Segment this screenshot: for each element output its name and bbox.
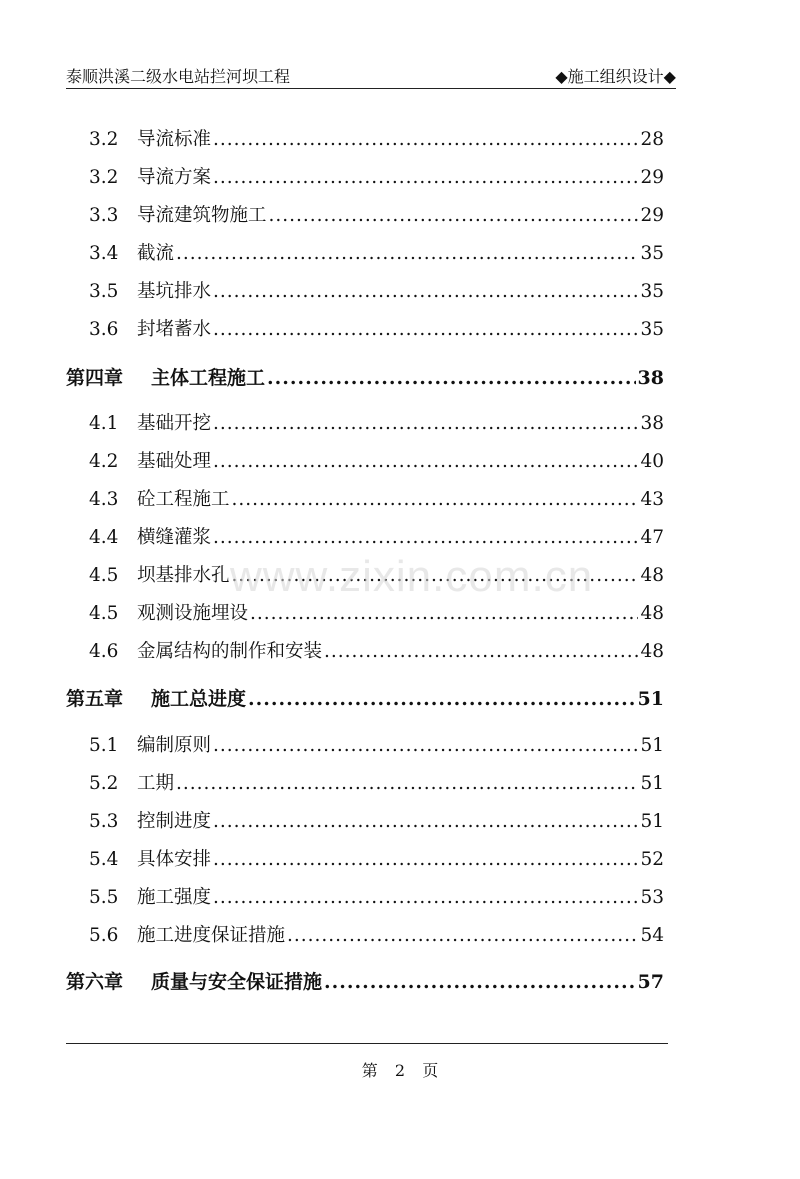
toc-entry-number: 4.2 — [89, 451, 119, 472]
dot-leader — [213, 527, 638, 548]
toc-entry[interactable] — [89, 599, 664, 625]
page-header — [66, 60, 676, 89]
toc-entry-number: 5.1 — [89, 735, 119, 756]
toc-entry-number: 4.1 — [89, 413, 119, 434]
toc-entry[interactable] — [89, 409, 664, 435]
dot-leader — [248, 688, 636, 710]
toc-entry-page: 40 — [640, 451, 664, 472]
toc-entry[interactable] — [89, 807, 664, 833]
toc-entry-title: 金属结构的制作和安装 — [137, 641, 323, 662]
toc-entry-page: 35 — [640, 319, 664, 340]
toc-entry-number: 3.2 — [89, 167, 119, 188]
toc-entry-page: 38 — [640, 413, 664, 434]
toc-entry-number: 3.4 — [89, 243, 119, 264]
toc-entry-title: 导流方案 — [137, 167, 212, 188]
toc-entry-number: 5.5 — [89, 887, 119, 908]
dot-leader — [213, 413, 638, 434]
dot-leader — [269, 205, 639, 226]
toc-entry-page: 51 — [640, 773, 664, 794]
toc-entry-page: 54 — [640, 925, 664, 946]
toc-entry[interactable] — [89, 769, 664, 795]
footer-page-number: 2 — [394, 1061, 406, 1080]
toc-entry-page: 47 — [640, 527, 664, 548]
toc-entry[interactable] — [89, 277, 664, 303]
toc-entry-number: 5.4 — [89, 849, 119, 870]
dot-leader — [250, 603, 638, 624]
toc-chapter-title: 质量与安全保证措施 — [151, 971, 323, 993]
toc-entry[interactable] — [89, 485, 664, 511]
toc-entry-number: 4.4 — [89, 527, 119, 548]
toc-entry-title: 施工进度保证措施 — [137, 925, 286, 946]
toc-entry-number: 5.6 — [89, 925, 119, 946]
dot-leader — [213, 849, 638, 870]
toc-entry-number: 4.5 — [89, 565, 119, 586]
header-project-title: 泰顺洪溪二级水电站拦河坝工程 — [66, 67, 291, 86]
toc-entry-title: 截流 — [137, 243, 175, 264]
toc-entry-page: 35 — [640, 243, 664, 264]
toc-entry[interactable] — [89, 315, 664, 341]
dot-leader — [287, 925, 638, 946]
toc-entry-title: 控制进度 — [137, 811, 212, 832]
toc-entry-title: 砼工程施工 — [137, 489, 230, 510]
toc-entry[interactable] — [89, 201, 664, 227]
toc-entry-title: 导流建筑物施工 — [137, 205, 267, 226]
toc-chapter-page: 57 — [637, 971, 664, 993]
footer-divider — [66, 1043, 668, 1044]
toc-entry-title: 基础开挖 — [137, 413, 212, 434]
toc-entry-number: 4.6 — [89, 641, 119, 662]
toc-entry[interactable] — [89, 845, 664, 871]
toc-entry-page: 35 — [640, 281, 664, 302]
toc-entry-title: 观测设施埋设 — [137, 603, 249, 624]
dot-leader — [213, 281, 638, 302]
toc-chapter[interactable] — [66, 684, 664, 711]
toc-chapter-number: 第六章 — [66, 971, 124, 993]
toc-entry-title: 横缝灌浆 — [137, 527, 212, 548]
toc-chapter-title: 主体工程施工 — [151, 367, 266, 389]
dot-leader — [232, 489, 639, 510]
toc-entry-number: 5.3 — [89, 811, 119, 832]
toc-entry-number: 3.3 — [89, 205, 119, 226]
toc-entry-title: 基坑排水 — [137, 281, 212, 302]
toc-entry-number: 4.3 — [89, 489, 119, 510]
toc-entry-title: 封堵蓄水 — [137, 319, 212, 340]
toc-entry-number: 3.6 — [89, 319, 119, 340]
toc-chapter[interactable] — [66, 363, 664, 390]
toc-entry[interactable] — [89, 239, 664, 265]
watermark: www.zixin.com.cn — [230, 552, 594, 601]
toc-entry[interactable] — [89, 731, 664, 757]
toc-entry[interactable] — [89, 883, 664, 909]
toc-chapter-title: 施工总进度 — [151, 688, 247, 710]
toc-entry-page: 51 — [640, 735, 664, 756]
toc-chapter[interactable] — [66, 967, 664, 994]
toc-entry-page: 48 — [640, 565, 664, 586]
toc-entry-number: 5.2 — [89, 773, 119, 794]
toc-entry-page: 28 — [640, 129, 664, 150]
toc-entry[interactable] — [89, 523, 664, 549]
toc-entry[interactable] — [89, 163, 664, 189]
toc-entry-title: 坝基排水孔 — [137, 565, 230, 586]
toc-entry-title: 施工强度 — [137, 887, 212, 908]
toc-entry-number: 3.2 — [89, 129, 119, 150]
page-footer — [0, 1058, 800, 1081]
footer-suffix: 页 — [422, 1061, 439, 1080]
toc-entry-page: 48 — [640, 603, 664, 624]
dot-leader — [213, 811, 638, 832]
toc-entry[interactable] — [89, 637, 664, 663]
toc-entry-page: 53 — [640, 887, 664, 908]
toc-chapter-page: 51 — [637, 688, 664, 710]
dot-leader — [213, 319, 638, 340]
dot-leader — [324, 971, 636, 993]
toc-entry-page: 51 — [640, 811, 664, 832]
dot-leader — [213, 735, 638, 756]
toc-chapter-number: 第四章 — [66, 367, 124, 389]
header-document-type: ◆施工组织设计◆ — [555, 67, 676, 86]
toc-chapter-page: 38 — [637, 367, 664, 389]
dot-leader — [213, 167, 638, 188]
dot-leader — [213, 129, 638, 150]
footer-prefix: 第 — [361, 1061, 378, 1080]
toc-chapter-number: 第五章 — [66, 688, 124, 710]
toc-entry-page: 48 — [640, 641, 664, 662]
toc-entry-title: 基础处理 — [137, 451, 212, 472]
toc-entry-title: 编制原则 — [137, 735, 212, 756]
toc-entry-title: 工期 — [137, 773, 175, 794]
toc-entry-page: 29 — [640, 205, 664, 226]
toc-entry-page: 52 — [640, 849, 664, 870]
toc-entry[interactable] — [89, 125, 664, 151]
toc-entry[interactable] — [89, 921, 664, 947]
toc-entry-title: 导流标准 — [137, 129, 212, 150]
dot-leader — [324, 641, 638, 662]
toc-entry-title: 具体安排 — [137, 849, 212, 870]
dot-leader — [267, 367, 636, 389]
toc-entry-page: 43 — [640, 489, 664, 510]
dot-leader — [213, 451, 638, 472]
toc-entry-page: 29 — [640, 167, 664, 188]
toc-entry-number: 4.5 — [89, 603, 119, 624]
toc-entry[interactable] — [89, 447, 664, 473]
dot-leader — [213, 887, 638, 908]
toc-entry-number: 3.5 — [89, 281, 119, 302]
dot-leader — [176, 773, 638, 794]
dot-leader — [176, 243, 638, 264]
